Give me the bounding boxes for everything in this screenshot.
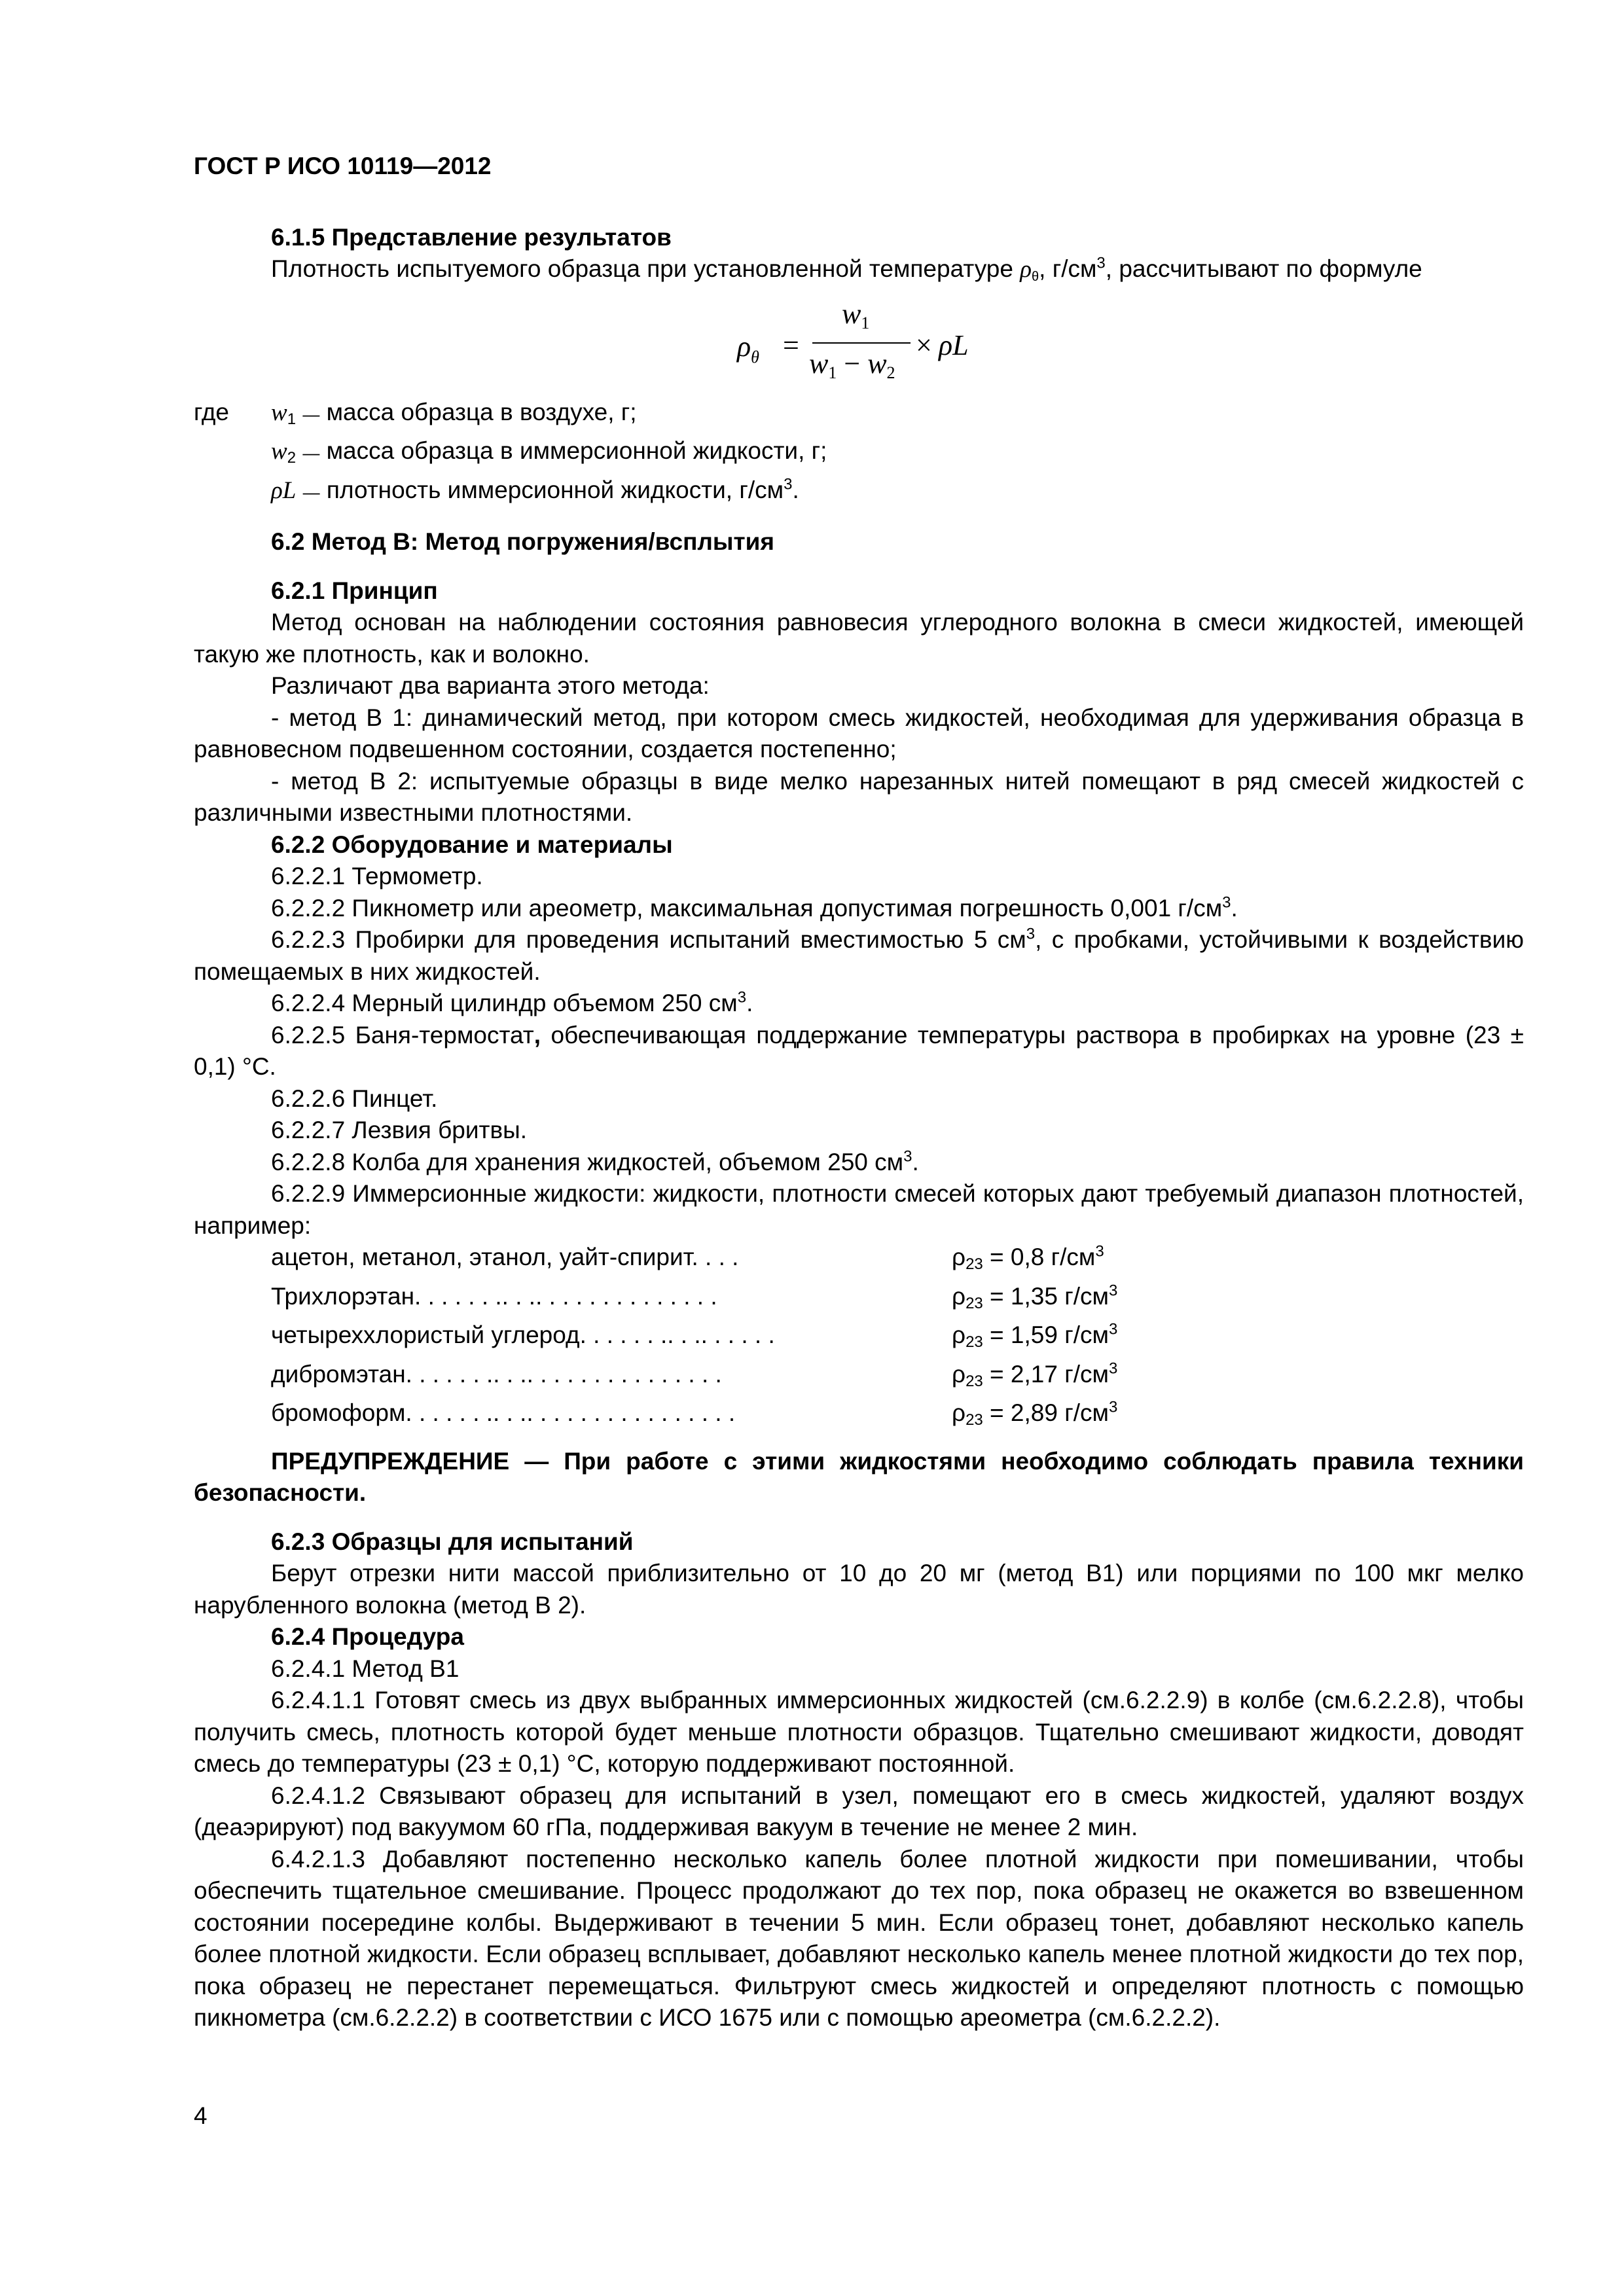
formula-minus: −	[837, 347, 868, 380]
text-fragment: 6.2.2.8 Колба для хранения жидкостей, объемом 250 см	[271, 1148, 904, 1175]
formula-theta-sub: θ	[751, 347, 759, 367]
paragraph: Метод основан на наблюдении состояния равновесия углеродного волокна в смеси жидкостей, имеющей такую же плотность, как и волокно.	[194, 609, 1524, 668]
liquid-row	[271, 1319, 1524, 1359]
safety-warning: ПРЕДУПРЕЖДЕНИЕ — При работе с этими жидкостями необходимо соблюдать правила техники безопасности.	[194, 1447, 1524, 1506]
formula-w: w	[809, 347, 829, 380]
superscript: 3	[1222, 893, 1231, 912]
list-item: 6.2.2.1 Термометр.	[271, 863, 483, 889]
rho-symbol: ρ	[952, 1282, 966, 1310]
document-page	[194, 151, 1524, 2034]
liquid-name: четырехxлористый углерод. . . . . . .. . .. . . . . .	[271, 1321, 775, 1348]
dash: —	[302, 404, 320, 424]
section-6-1-5-title: 6.1.5 Представление результатов	[271, 223, 672, 251]
variable-sub: 2	[287, 449, 297, 467]
formula-sub: 1	[861, 313, 870, 332]
text-fragment: , г/см	[1039, 255, 1097, 282]
dash: —	[302, 482, 320, 502]
variable-desc: плотность иммерсионной жидкости, г/см	[326, 476, 784, 503]
text-fragment: 6.2.2.3 Пробирки для проведения испытаний вместимостью 5 см	[271, 926, 1026, 953]
paragraph: Различают два варианта этого метода:	[271, 672, 710, 699]
page-number: 4	[194, 2102, 208, 2129]
paragraph: Берут отрезки нити массой приблизительно от 10 до 20 мг (метод В1) или порциями по 100 мкг мелко нарубленного волокна (метод В 2).	[194, 1560, 1524, 1619]
variable-desc: масса образца в иммерсионной жидкости, г;	[326, 437, 827, 464]
text-fragment: .	[792, 476, 799, 503]
liquids-list	[194, 1242, 1524, 1437]
paragraph: 6.2.4.1 Метод В1	[271, 1655, 460, 1682]
section-6-2-4-title: 6.2.4 Процедура	[271, 1623, 464, 1650]
superscript: 3	[1108, 1398, 1118, 1416]
where-label: где	[194, 398, 230, 425]
liquid-name: ацетон, метанол, этанол, уайт-спирит. . . .	[271, 1244, 739, 1270]
paragraph: - метод В 2: испытуемые образцы в виде мелко нарезанных нитей помещают в ряд смесей жидкостей с различными известными плотностями.	[194, 767, 1524, 826]
variable-symbol: w	[271, 438, 287, 465]
rho-sub: 23	[965, 1372, 983, 1390]
paragraph: 6.2.4.1.1 Готовят смесь из двух выбранных иммерсионных жидкостей (см.6.2.2.9) в колбе (см.6.2.2.8), чтобы получить смесь, плотность которой будет меньше плотности образцов. Тщательно смешивают жидкости, доводят смесь до температуры (23 ± 0,1) °С, которую поддерживают постоянной.	[194, 1687, 1524, 1777]
where-legend	[194, 397, 827, 509]
liquid-row	[271, 1281, 1524, 1320]
text-fragment: .	[1231, 894, 1238, 922]
density-value: = 1,59 г/см	[983, 1321, 1109, 1348]
list-item	[194, 1020, 1524, 1083]
superscript: 3	[784, 475, 793, 493]
formula-times: ×	[916, 329, 932, 361]
where-item	[271, 475, 827, 509]
rho-symbol: ρ	[952, 1244, 966, 1270]
superscript: 3	[1108, 1282, 1118, 1300]
list-item	[194, 1147, 1524, 1179]
text-fragment: , рассчитывают по формуле	[1105, 255, 1422, 282]
list-item: 6.2.2.6 Пинцет.	[271, 1085, 438, 1112]
rho-symbol: ρ	[952, 1321, 966, 1348]
superscript: 3	[1026, 925, 1036, 943]
section-6-2-3-title: 6.2.3 Образцы для испытаний	[271, 1528, 634, 1555]
list-item	[194, 924, 1524, 988]
variable-symbol: ρL	[271, 476, 297, 504]
formula-rho: ρ	[737, 330, 751, 363]
liquid-row	[271, 1242, 1524, 1281]
density-formula	[194, 298, 1524, 390]
list-item	[194, 988, 1524, 1020]
superscript: 3	[1095, 1242, 1104, 1261]
variable-desc: масса образца в воздухе, г;	[326, 398, 637, 425]
section-6-2-2-title: 6.2.2 Оборудование и материалы	[271, 831, 673, 858]
rho-symbol: ρ	[952, 1360, 966, 1388]
density-value: = 2,89 г/см	[983, 1399, 1109, 1426]
text-fragment: .	[912, 1148, 919, 1175]
paragraph: 6.2.4.1.2 Связывают образец для испытаний в узел, помещают его в смесь жидкостей, удаляют воздух (деаэрируют) под вакуумом 60 гПа, поддерживая вакуум в течение не менее 2 мин.	[194, 1782, 1524, 1840]
superscript: 3	[903, 1147, 912, 1166]
superscript: 3	[737, 988, 747, 1007]
liquid-row	[271, 1359, 1524, 1398]
document-header: ГОСТ Р ИСО 10119—2012	[194, 152, 492, 179]
formula-sub: 2	[886, 363, 895, 382]
text-fragment: обеспечивающая поддержание температуры раствора в пробирках на уровне (23 ± 0,1) °С.	[194, 1021, 1524, 1080]
formula-numerator	[842, 298, 869, 340]
section-6-2-1-title: 6.2.1 Принцип	[271, 577, 438, 604]
text-fragment: 6.2.2.5 Баня-термостат	[271, 1021, 534, 1049]
rho-sub: 23	[965, 1411, 983, 1429]
rho-symbol: ρ	[952, 1399, 966, 1426]
text-fragment: ,	[533, 1021, 541, 1049]
superscript: 3	[1108, 1320, 1118, 1338]
liquid-row	[271, 1397, 1524, 1437]
formula-denominator	[809, 348, 895, 389]
liquid-density	[952, 1397, 1117, 1437]
text-fragment: , с пробками, устойчивыми к воздействию помещаемых в них жидкостей.	[194, 926, 1524, 985]
liquid-name: Трихлорэтан. . . . . . .. . .. . . . . . . . . . . . . .	[271, 1282, 717, 1310]
formula-sub: 1	[828, 363, 837, 382]
rho-sub: 23	[965, 1255, 983, 1273]
text-fragment: 6.2.2.4 Мерный цилиндр объемом 250 см	[271, 990, 738, 1016]
rho-sub: 23	[965, 1333, 983, 1351]
section-6-1-5-text	[194, 253, 1524, 293]
liquid-name: дибромэтан. . . . . . .. . .. . . . . . . . . . . . . . .	[271, 1360, 722, 1388]
formula-w: w	[867, 347, 887, 380]
where-item	[271, 435, 827, 475]
paragraph: 6.4.2.1.3 Добавляют постепенно несколько капель более плотной жидкости при помешивании, чтобы обеспечить тщательное смешивание. Процесс продолжают до тех пор, пока образец не окажется во взвешенном состоянии посередине колбы. Выдерживают в течении 5 мин. Если образец тонет, добавляют несколько капель более плотной жидкости. Если образец всплывает, добавляют несколько капель менее плотной жидкости до тех пор, пока образец не перестанет перемещаться. Фильтруют смесь жидкостей и определяют плотность с помощью пикнометра (см.6.2.2.2) в соответствии с ИСО 1675 или с помощью ареометра (см.6.2.2.2).	[194, 1845, 1524, 2031]
list-item: 6.2.2.7 Лезвия бритвы.	[271, 1117, 527, 1143]
superscript: 3	[1096, 254, 1106, 272]
formula-rho-l: ρL	[939, 329, 969, 361]
paragraph: - метод В 1: динамический метод, при котором смесь жидкостей, необходимая для удерживания образца в равновесном подвешенном состоянии, создается постепенно;	[194, 704, 1524, 762]
formula-w: w	[842, 297, 861, 330]
density-value: = 1,35 г/см	[983, 1282, 1109, 1310]
where-item	[271, 397, 827, 436]
density-value: = 0,8 г/см	[983, 1244, 1096, 1270]
liquid-density	[952, 1281, 1117, 1320]
density-value: = 2,17 г/см	[983, 1360, 1109, 1388]
superscript: 3	[1108, 1359, 1118, 1378]
dash: —	[302, 443, 320, 463]
variable-symbol: w	[271, 399, 287, 426]
rho-sub: 23	[965, 1294, 983, 1312]
variable-sub: 1	[287, 410, 297, 428]
list-item	[194, 893, 1524, 925]
liquid-name: бромоформ. . . . . . .. . .. . . . . . . . . . . . . . . .	[271, 1399, 736, 1426]
fraction-bar	[812, 342, 911, 344]
list-item: 6.2.2.9 Иммерсионные жидкости: жидкости, плотности смесей которых дают требуемый диапазон плотностей, например:	[194, 1180, 1524, 1239]
rho-symbol: ρ	[1020, 256, 1032, 283]
text-fragment: .	[746, 990, 753, 1016]
text-fragment: Плотность испытуемого образца при установленной температуре	[271, 255, 1020, 282]
theta-subscript: θ	[1032, 270, 1039, 284]
section-6-2-title: 6.2 Метод В: Метод погружения/всплытия	[271, 528, 774, 555]
text-fragment: 6.2.2.2 Пикнометр или ареометр, максимальная допустимая погрешность 0,001 г/см	[271, 894, 1223, 922]
liquid-density	[952, 1242, 1104, 1281]
formula-equals: =	[783, 329, 799, 361]
formula-lhs	[737, 331, 759, 374]
liquid-density	[952, 1359, 1117, 1398]
liquid-density	[952, 1319, 1117, 1359]
